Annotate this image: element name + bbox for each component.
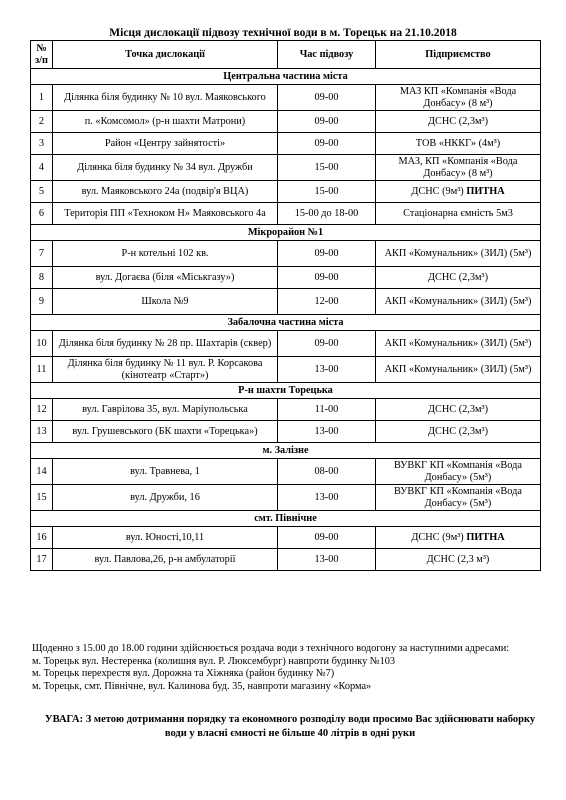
enterprise-text: ДСНС (2,3м³) [427,425,489,437]
row-number: 17 [31,549,53,571]
row-number: 9 [31,289,53,315]
row-time: 09-00 [278,527,376,549]
section-title: Мікрорайон №1 [31,225,541,241]
row-time: 09-00 [278,111,376,133]
row-enterprise [376,267,541,289]
table-row [31,331,541,357]
row-enterprise [376,85,541,111]
enterprise-text: Стаціонарна ємність 5м3 [403,207,513,219]
section-title: м. Залізне [31,443,541,459]
row-time: 12-00 [278,289,376,315]
row-number: 11 [31,357,53,383]
row-location: Територія ПП «Техноком Н» Маяковського 4а [53,203,278,225]
row-time: 15-00 [278,155,376,181]
row-enterprise [376,289,541,315]
drinking-water-label: ПИТНА [466,531,505,543]
enterprise-text: ВУВКГ КП «Компанія «Вода Донбасу» (5м³) [394,485,522,509]
enterprise-text: АКП «Комунальник» (ЗИЛ) (5м³) [384,363,532,375]
row-enterprise [376,459,541,485]
note-line: Щоденно з 15.00 до 18.00 години здійснюється роздача води з технічного водогону за наступними адресами: [32,643,510,654]
enterprise-text: ТОВ «НККГ» (4м³) [415,137,501,149]
row-time: 11-00 [278,399,376,421]
row-enterprise [376,203,541,225]
section-row [31,315,541,331]
section-title: смт. Північне [31,511,541,527]
section-row [31,225,541,241]
row-number: 12 [31,399,53,421]
row-time: 09-00 [278,241,376,267]
row-location: Ділянка біля будинку № 10 вул. Маяковського [53,85,278,111]
row-enterprise [376,421,541,443]
row-location: Ділянка біля будинку № 34 вул. Дружби [53,155,278,181]
table-row [31,549,541,571]
enterprise-text: АКП «Комунальник» (ЗИЛ) (5м³) [384,247,532,259]
enterprise-text: АКП «Комунальник» (ЗИЛ) (5м³) [384,337,532,349]
header-num: № з/п [31,41,53,69]
table-row [31,399,541,421]
row-location: вул. Дружби, 16 [53,485,278,511]
row-number: 15 [31,485,53,511]
section-title: Р-н шахти Торецька [31,383,541,399]
row-location: вул. Догаєва (біля «Міськгазу») [53,267,278,289]
row-number: 16 [31,527,53,549]
section-title: Забалочна частина міста [31,315,541,331]
table-row [31,357,541,383]
row-enterprise [376,133,541,155]
row-number: 2 [31,111,53,133]
drinking-water-label: ПИТНА [466,185,505,197]
row-time: 15-00 [278,181,376,203]
row-time: 08-00 [278,459,376,485]
enterprise-text: ДСНС (9м³) [411,531,464,543]
row-location: вул. Юності,10,11 [53,527,278,549]
table-row [31,527,541,549]
enterprise-text: ДСНС (2,3 м³) [426,553,490,565]
notes-block [32,643,552,693]
row-time: 15-00 до 18-00 [278,203,376,225]
table-row [31,459,541,485]
table-row [31,289,541,315]
enterprise-text: МАЗ, КП «Компанія «Вода Донбасу» (8 м³) [398,155,518,179]
row-enterprise [376,357,541,383]
row-time: 13-00 [278,357,376,383]
row-enterprise [376,155,541,181]
row-enterprise [376,181,541,203]
row-time: 13-00 [278,485,376,511]
row-enterprise [376,527,541,549]
row-number: 5 [31,181,53,203]
table-row [31,155,541,181]
row-location: вул. Маяковського 24а (подвір'я ВЦА) [53,181,278,203]
warning-text: УВАГА: З метою дотримання порядку та економного розподілу води просимо Вас здійснювати наборку води у власні ємності не більше 40 літрів в одні руки [44,714,536,739]
header-time: Час підвозу [278,41,376,69]
enterprise-text: МАЗ КП «Компанія «Вода Донбасу» (8 м³) [399,85,517,109]
row-location: Ділянка біля будинку № 11 вул. Р. Корсакова (кінотеатр «Старт») [53,357,278,383]
row-location: п. «Комсомол» (р-н шахти Матрони) [53,111,278,133]
enterprise-text: ВУВКГ КП «Компанія «Вода Донбасу» (5м³) [394,459,522,483]
row-number: 1 [31,85,53,111]
note-line: м. Торецьк перехрестя вул. Дорожна та Хіжняка (район будинку №7) [32,668,335,679]
row-enterprise [376,399,541,421]
row-location: Район «Центру зайнятості» [53,133,278,155]
enterprise-text: АКП «Комунальник» (ЗИЛ) (5м³) [384,295,532,307]
row-location: вул. Гаврілова 35, вул. Маріупольська [53,399,278,421]
row-number: 6 [31,203,53,225]
enterprise-text: ДСНС (2,3м³) [427,115,489,127]
table-row [31,203,541,225]
row-enterprise [376,331,541,357]
section-row [31,443,541,459]
row-enterprise [376,549,541,571]
table-header-row [31,41,541,69]
table-row [31,421,541,443]
row-time: 09-00 [278,267,376,289]
row-number: 4 [31,155,53,181]
row-number: 7 [31,241,53,267]
row-location: Ділянка біля будинку № 28 пр. Шахтарів (сквер) [53,331,278,357]
row-enterprise [376,241,541,267]
row-number: 13 [31,421,53,443]
row-location: Школа №9 [53,289,278,315]
enterprise-text: ДСНС (9м³) [411,185,464,197]
row-time: 09-00 [278,85,376,111]
note-line: м. Торецьк, смт. Північне, вул. Калинова буд. 35, навпроти магазину «Корма» [32,680,372,692]
row-location: вул. Павлова,26, р-н амбулаторії [53,549,278,571]
row-location: Р-н котельні 102 кв. [53,241,278,267]
row-number: 3 [31,133,53,155]
table-row [31,267,541,289]
table-row [31,241,541,267]
section-row [31,69,541,85]
row-number: 10 [31,331,53,357]
table-row [31,133,541,155]
row-number: 8 [31,267,53,289]
table-row [31,111,541,133]
schedule-table [30,40,541,571]
header-enterprise: Підприємство [376,41,541,69]
note-line: м. Торецьк вул. Нестеренка (колишня вул. Р. Люксембург) навпроти будинку №103 [32,655,396,667]
enterprise-text: ДСНС (2,3м³) [427,271,489,283]
row-enterprise [376,485,541,511]
section-title: Центральна частина міста [31,69,541,85]
enterprise-text: ДСНС (2,3м³) [427,403,489,415]
table-row [31,85,541,111]
section-row [31,511,541,527]
row-location: вул. Грушевського (БК шахти «Торецька») [53,421,278,443]
header-location: Точка дислокації [53,41,278,69]
row-time: 13-00 [278,549,376,571]
row-time: 13-00 [278,421,376,443]
table-row [31,485,541,511]
row-number: 14 [31,459,53,485]
row-enterprise [376,111,541,133]
row-time: 09-00 [278,133,376,155]
page-title: Місця дислокації підвозу технічної води в м. Торецьк на 21.10.2018 [109,27,457,39]
section-row [31,383,541,399]
row-time: 09-00 [278,331,376,357]
row-location: вул. Травнева, 1 [53,459,278,485]
table-row [31,181,541,203]
